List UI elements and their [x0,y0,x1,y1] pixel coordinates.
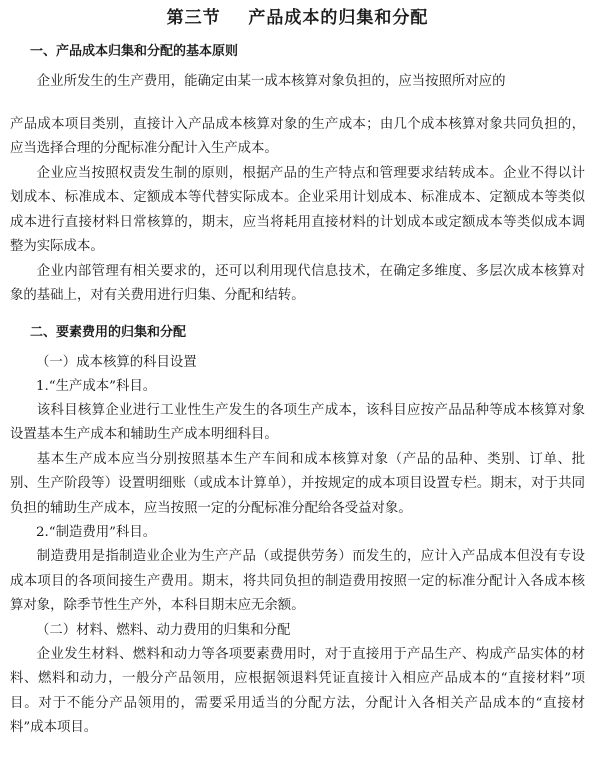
section-title: 第三节 产品成本的归集和分配 [166,8,429,28]
paragraph: 产品成本项目类别，直接计入产品成本核算对象的生产成本；由几个成本核算对象共同负担的，应当选择合理的分配标准分配计入生产成本。 [10,116,585,156]
item-manufacturing-overhead: 2.“制造费用”科目。 [36,525,157,540]
heading-element-costs: 二、要素费用的归集和分配 [30,324,187,340]
subheading-materials-fuel-power: （二）材料、燃料、动力费用的归集和分配 [36,622,291,638]
paragraph: 基本生产成本应当分别按照基本生产车间和成本核算对象（产品的品种、类别、订单、批别、生产阶段等）设置明细账（或成本计算单），并按规定的成本项目设置专栏。期末，对于共同负担的辅助生产成本，应当按照一定的分配标准分配给各受益对象。 [10,451,585,516]
item-production-cost: 1.“生产成本”科目。 [36,378,157,394]
paragraph: 企业发生材料、燃料和动力等各项要素费用时，对于直接用于产品生产、构成产品实体的材料、燃料和动力，一般分产品领用，应根据领退料凭证直接计入相应产品成本的“直接材料”项目。对于不能分产品领用的，需要采用适当的分配方法，分配计入各相关产品成本的“直接材料”成本项目。 [10,646,585,735]
paragraph: 制造费用是指制造业企业为生产产品（或提供劳务）而发生的，应计入产品成本但没有专设成本项目的各项间接生产费用。期末，将共同负担的制造费用按照一定的标准分配计入各成本核算对象，除季节性生产外，本科目期末应无余额。 [10,549,585,613]
paragraph: 企业内部管理有相关要求的，还可以利用现代信息技术，在确定多维度、多层次成本核算对象的基础上，对有关费用进行归集、分配和结转。 [10,263,585,303]
paragraph: 该科目核算企业进行工业性生产发生的各项生产成本，该科目应按产品品种等成本核算对象设置基本生产成本和辅助生产成本明细科目。 [10,402,585,442]
paragraph: 企业应当按照权责发生制的原则，根据产品的生产特点和管理要求结转成本。企业不得以计划成本、标准成本、定额成本等代替实际成本。企业采用计划成本、标准成本、定额成本等类似成本进行直接材料日常核算的，期末，应当将耗用直接材料的计划成本或定额成本等类似成本调整为实际成本。 [10,165,585,254]
paragraph: 企业所发生的生产费用，能确定由某一成本核算对象负担的，应当按照所对应的 [36,74,506,89]
subheading-account-setup: （一）成本核算的科目设置 [36,354,197,370]
heading-basic-principles: 一、产品成本归集和分配的基本原则 [30,44,239,59]
